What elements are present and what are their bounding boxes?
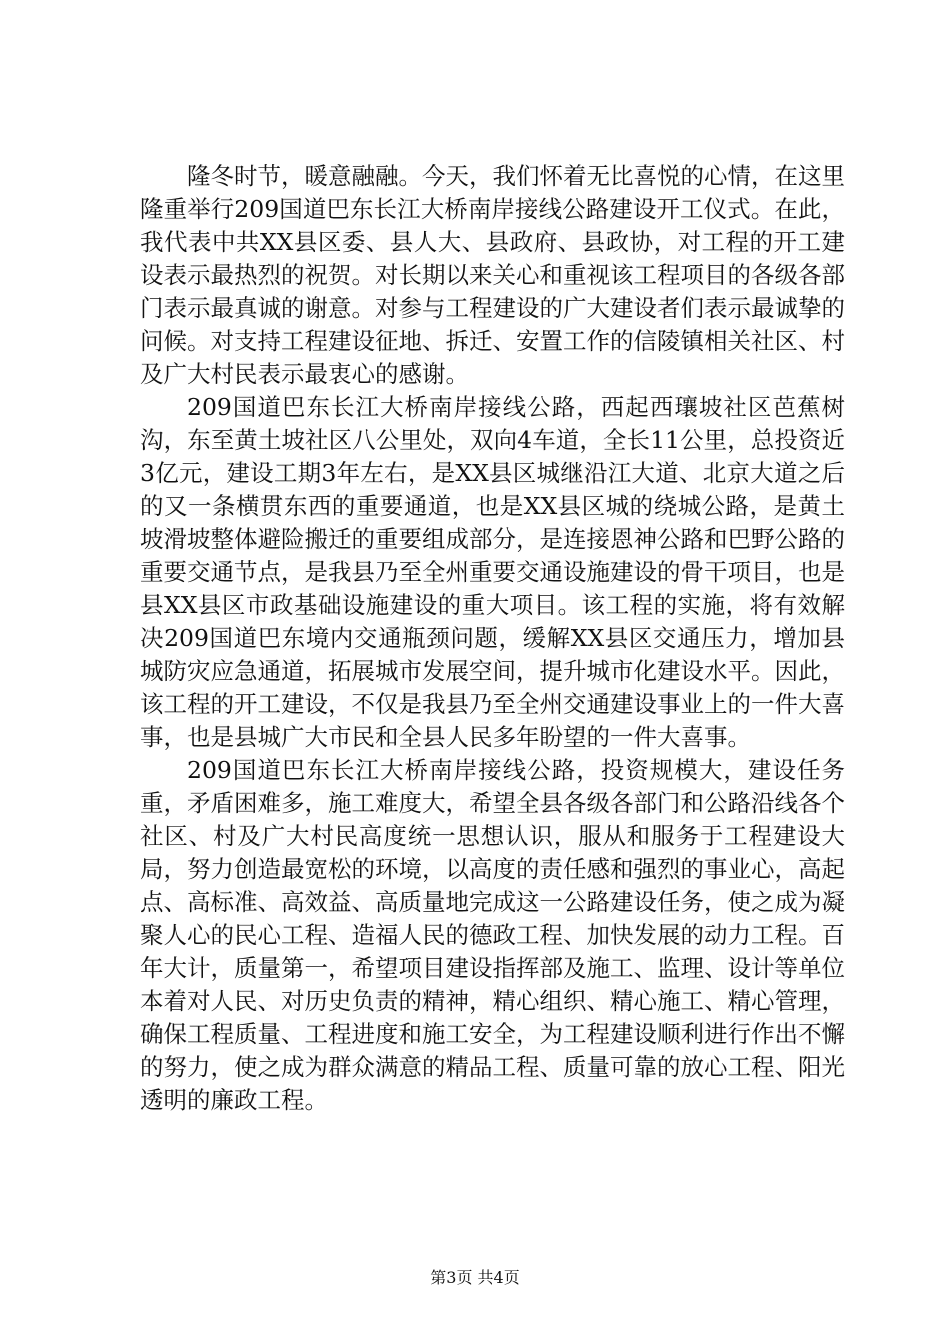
document-body — [140, 160, 845, 1117]
paragraph-3: 209国道巴东长江大桥南岸接线公路，投资规模大，建设任务重，矛盾困难多，施工难度大，希望全县各级各部门和公路沿线各个社区、村及广大村民高度统一思想认识，服从和服务于工程建设大局，努力创造最宽松的环境，以高度的责任感和强烈的事业心，高起点、高标准、高效益、高质量地完成这一公路建设任务，使之成为凝聚人心的民心工程、造福人民的德政工程、加快发展的动力工程。百年大计，质量第一，希望项目建设指挥部及施工、监理、设计等单位本着对人民、对历史负责的精神，精心组织、精心施工、精心管理，确保工程质量、工程进度和施工安全，为工程建设顺利进行作出不懈的努力，使之成为群众满意的精品工程、质量可靠的放心工程、阳光透明的廉政工程。 — [140, 756, 845, 1114]
paragraph-2: 209国道巴东长江大桥南岸接线公路，西起西瓖坡社区芭蕉树沟，东至黄土坡社区八公里处，双向4车道，全长11公里，总投资近3亿元，建设工期3年左右，是XX县区城继沿江大道、北京大道之后的又一条横贯东西的重要通道，也是XX县区城的绕城公路，是黄土坡滑坡整体避险搬迁的重要组成部分，是连接恩神公路和巴野公路的重要交通节点，是我县乃至全州重要交通设施建设的骨干项目，也是县XX县区市政基础设施建设的重大项目。该工程的实施，将有效解决209国道巴东境内交通瓶颈问题，缓解XX县区交通压力，增加县城防灾应急通道，拓展城市发展空间，提升城市化建设水平。因此，该工程的开工建设，不仅是我县乃至全州交通建设事业上的一件大喜事，也是县城广大市民和全县人民多年盼望的一件大喜事。 — [140, 393, 845, 751]
page-footer — [0, 1268, 950, 1288]
page-number: 第3页 共4页 — [430, 1268, 520, 1287]
paragraph-1: 隆冬时节，暖意融融。今天，我们怀着无比喜悦的心情，在这里隆重举行209国道巴东长江大桥南岸接线公路建设开工仪式。在此，我代表中共XX县区委、县人大、县政府、县政协，对工程的开工建设表示最热烈的祝贺。对长期以来关心和重视该工程项目的各级各部门表示最真诚的谢意。对参与工程建设的广大建设者们表示最诚挚的问候。对支持工程建设征地、拆迁、安置工作的信陵镇相关社区、村及广大村民表示最衷心的感谢。 — [140, 162, 845, 388]
